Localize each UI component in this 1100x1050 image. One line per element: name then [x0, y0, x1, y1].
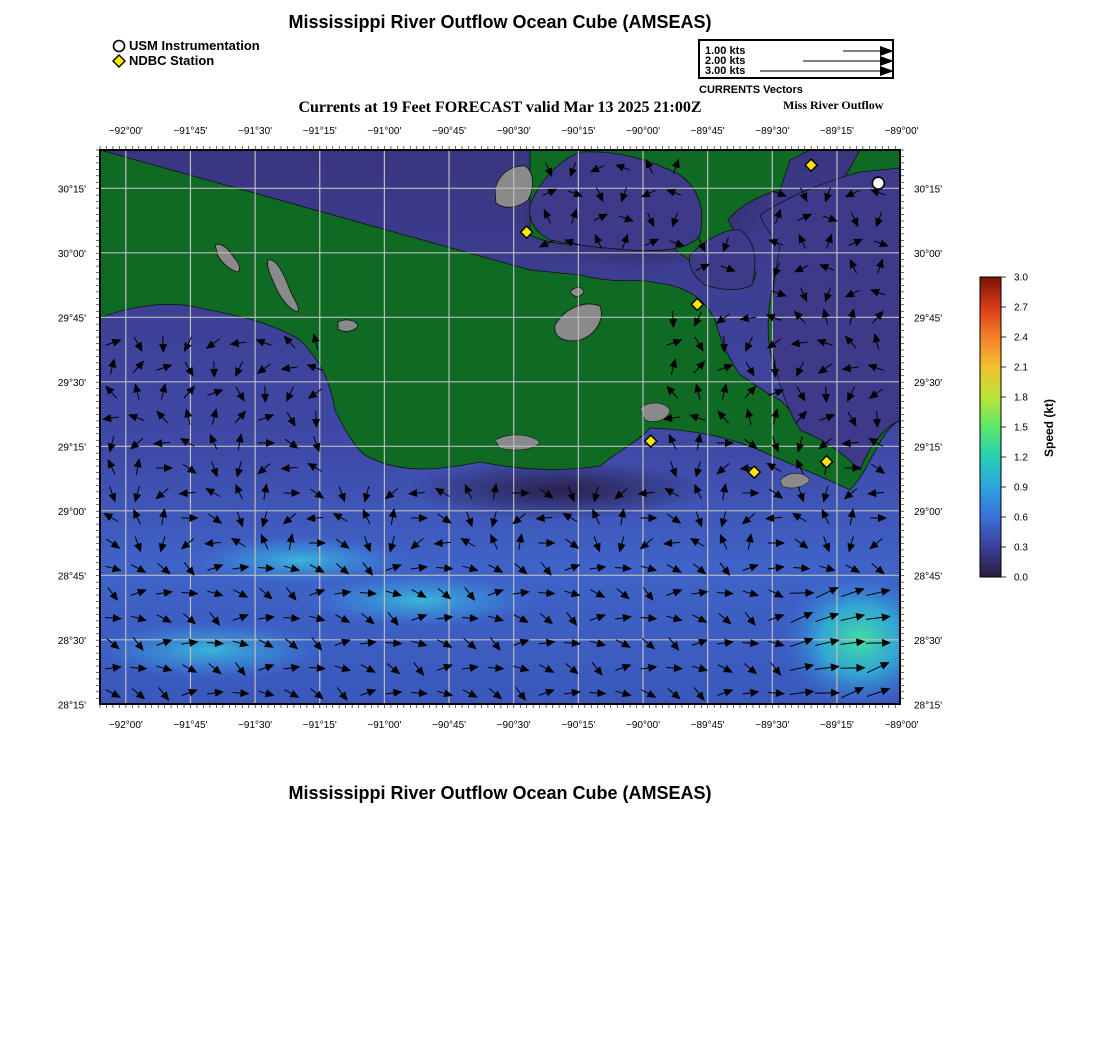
colorbar-tick-label: 1.8 — [1014, 392, 1028, 404]
vector-legend-caption: CURRENTS Vectors — [699, 84, 803, 96]
map-body — [90, 150, 943, 712]
lat-label-left: 29°00' — [57, 506, 86, 518]
lat-label-left: 30°15' — [57, 184, 86, 196]
lon-label-top: −90°45' — [432, 126, 467, 137]
lon-label-bottom: −89°30' — [755, 720, 790, 731]
lon-label-bottom: −92°00' — [108, 720, 143, 731]
lon-label-top: −91°00' — [367, 126, 402, 137]
lat-label-right: 29°30' — [914, 377, 943, 389]
lat-label-left: 28°15' — [57, 700, 86, 712]
colorbar-tick-label: 1.2 — [1014, 452, 1028, 464]
lon-label-top: −89°00' — [884, 126, 919, 137]
map-credit: Miss River Outflow — [783, 98, 884, 112]
lat-label-right: 28°30' — [914, 635, 943, 647]
lat-label-left: 29°45' — [57, 313, 86, 325]
lon-label-bottom: −90°00' — [626, 720, 660, 731]
lon-label-top: −91°30' — [238, 126, 273, 137]
lon-label-top: −89°15' — [819, 126, 854, 137]
lon-label-bottom: −91°00' — [367, 720, 402, 731]
lon-label-top: −89°30' — [755, 126, 790, 137]
lon-label-top: −90°00' — [626, 126, 660, 137]
lat-label-left: 28°30' — [57, 635, 86, 647]
speed-colorbar — [980, 273, 1028, 584]
lon-label-top: −90°15' — [561, 126, 596, 137]
vector-scale-3: 3.00 kts — [705, 65, 746, 77]
lon-label-bottom: −91°30' — [238, 720, 273, 731]
lon-label-top: −90°30' — [496, 126, 531, 137]
legend-ndbc-label: NDBC Station — [129, 53, 215, 68]
page-title: Mississippi River Outflow Ocean Cube (AMSEAS) — [288, 12, 712, 32]
lon-label-top: −89°45' — [690, 126, 725, 137]
lat-label-right: 30°15' — [914, 184, 943, 196]
lon-label-bottom: −89°45' — [690, 720, 725, 731]
lat-label-right: 29°00' — [914, 506, 943, 518]
lat-label-right: 28°15' — [914, 700, 943, 712]
colorbar-tick-label: 2.7 — [1014, 302, 1028, 314]
current-band-speed-2 — [190, 535, 410, 585]
lat-label-left: 29°15' — [57, 442, 86, 454]
colorbar-tick-label: 0.3 — [1014, 542, 1028, 554]
colorbar-tick-label: 3.0 — [1014, 272, 1028, 284]
colorbar-tick-label: 0.0 — [1014, 572, 1028, 584]
colorbar-tick-label: 0.9 — [1014, 482, 1028, 494]
colorbar-ramp — [980, 277, 1001, 577]
lon-label-bottom: −90°45' — [432, 720, 467, 731]
lon-label-bottom: −89°00' — [884, 720, 919, 731]
lon-label-bottom: −90°15' — [561, 720, 596, 731]
lon-label-bottom: −89°15' — [819, 720, 854, 731]
lon-label-top: −91°45' — [173, 126, 208, 137]
lat-label-right: 28°45' — [914, 571, 943, 583]
page-title-repeat: Mississippi River Outflow Ocean Cube (AMSEAS) — [288, 783, 712, 803]
lat-label-left: 30°00' — [57, 248, 86, 260]
lat-label-left: 28°45' — [57, 571, 86, 583]
vector-scale-2: 2.00 kts — [705, 55, 746, 67]
colorbar-tick-label: 1.5 — [1014, 422, 1028, 434]
lon-label-top: −92°00' — [108, 126, 143, 137]
lon-label-bottom: −91°45' — [173, 720, 208, 731]
colorbar-tick-label: 2.1 — [1014, 362, 1028, 374]
usm-station-marker — [872, 177, 884, 189]
colorbar-tick-label: 2.4 — [1014, 332, 1028, 344]
vector-scale-1: 1.00 kts — [705, 45, 746, 57]
lon-label-bottom: −90°30' — [496, 720, 531, 731]
legend-usm-label: USM Instrumentation — [129, 38, 260, 53]
lat-label-right: 30°00' — [914, 248, 943, 260]
lat-label-left: 29°30' — [57, 377, 86, 389]
lat-label-right: 29°15' — [914, 442, 943, 454]
colorbar-label: Speed (kt) — [1042, 398, 1056, 458]
lon-label-top: −91°15' — [302, 126, 337, 137]
map-subtitle: Currents at 19 Feet FORECAST valid Mar 13 2025 21:00Z — [298, 99, 702, 116]
lon-label-bottom: −91°15' — [302, 720, 337, 731]
colorbar-tick-label: 0.6 — [1014, 512, 1028, 524]
lat-label-right: 29°45' — [914, 313, 943, 325]
